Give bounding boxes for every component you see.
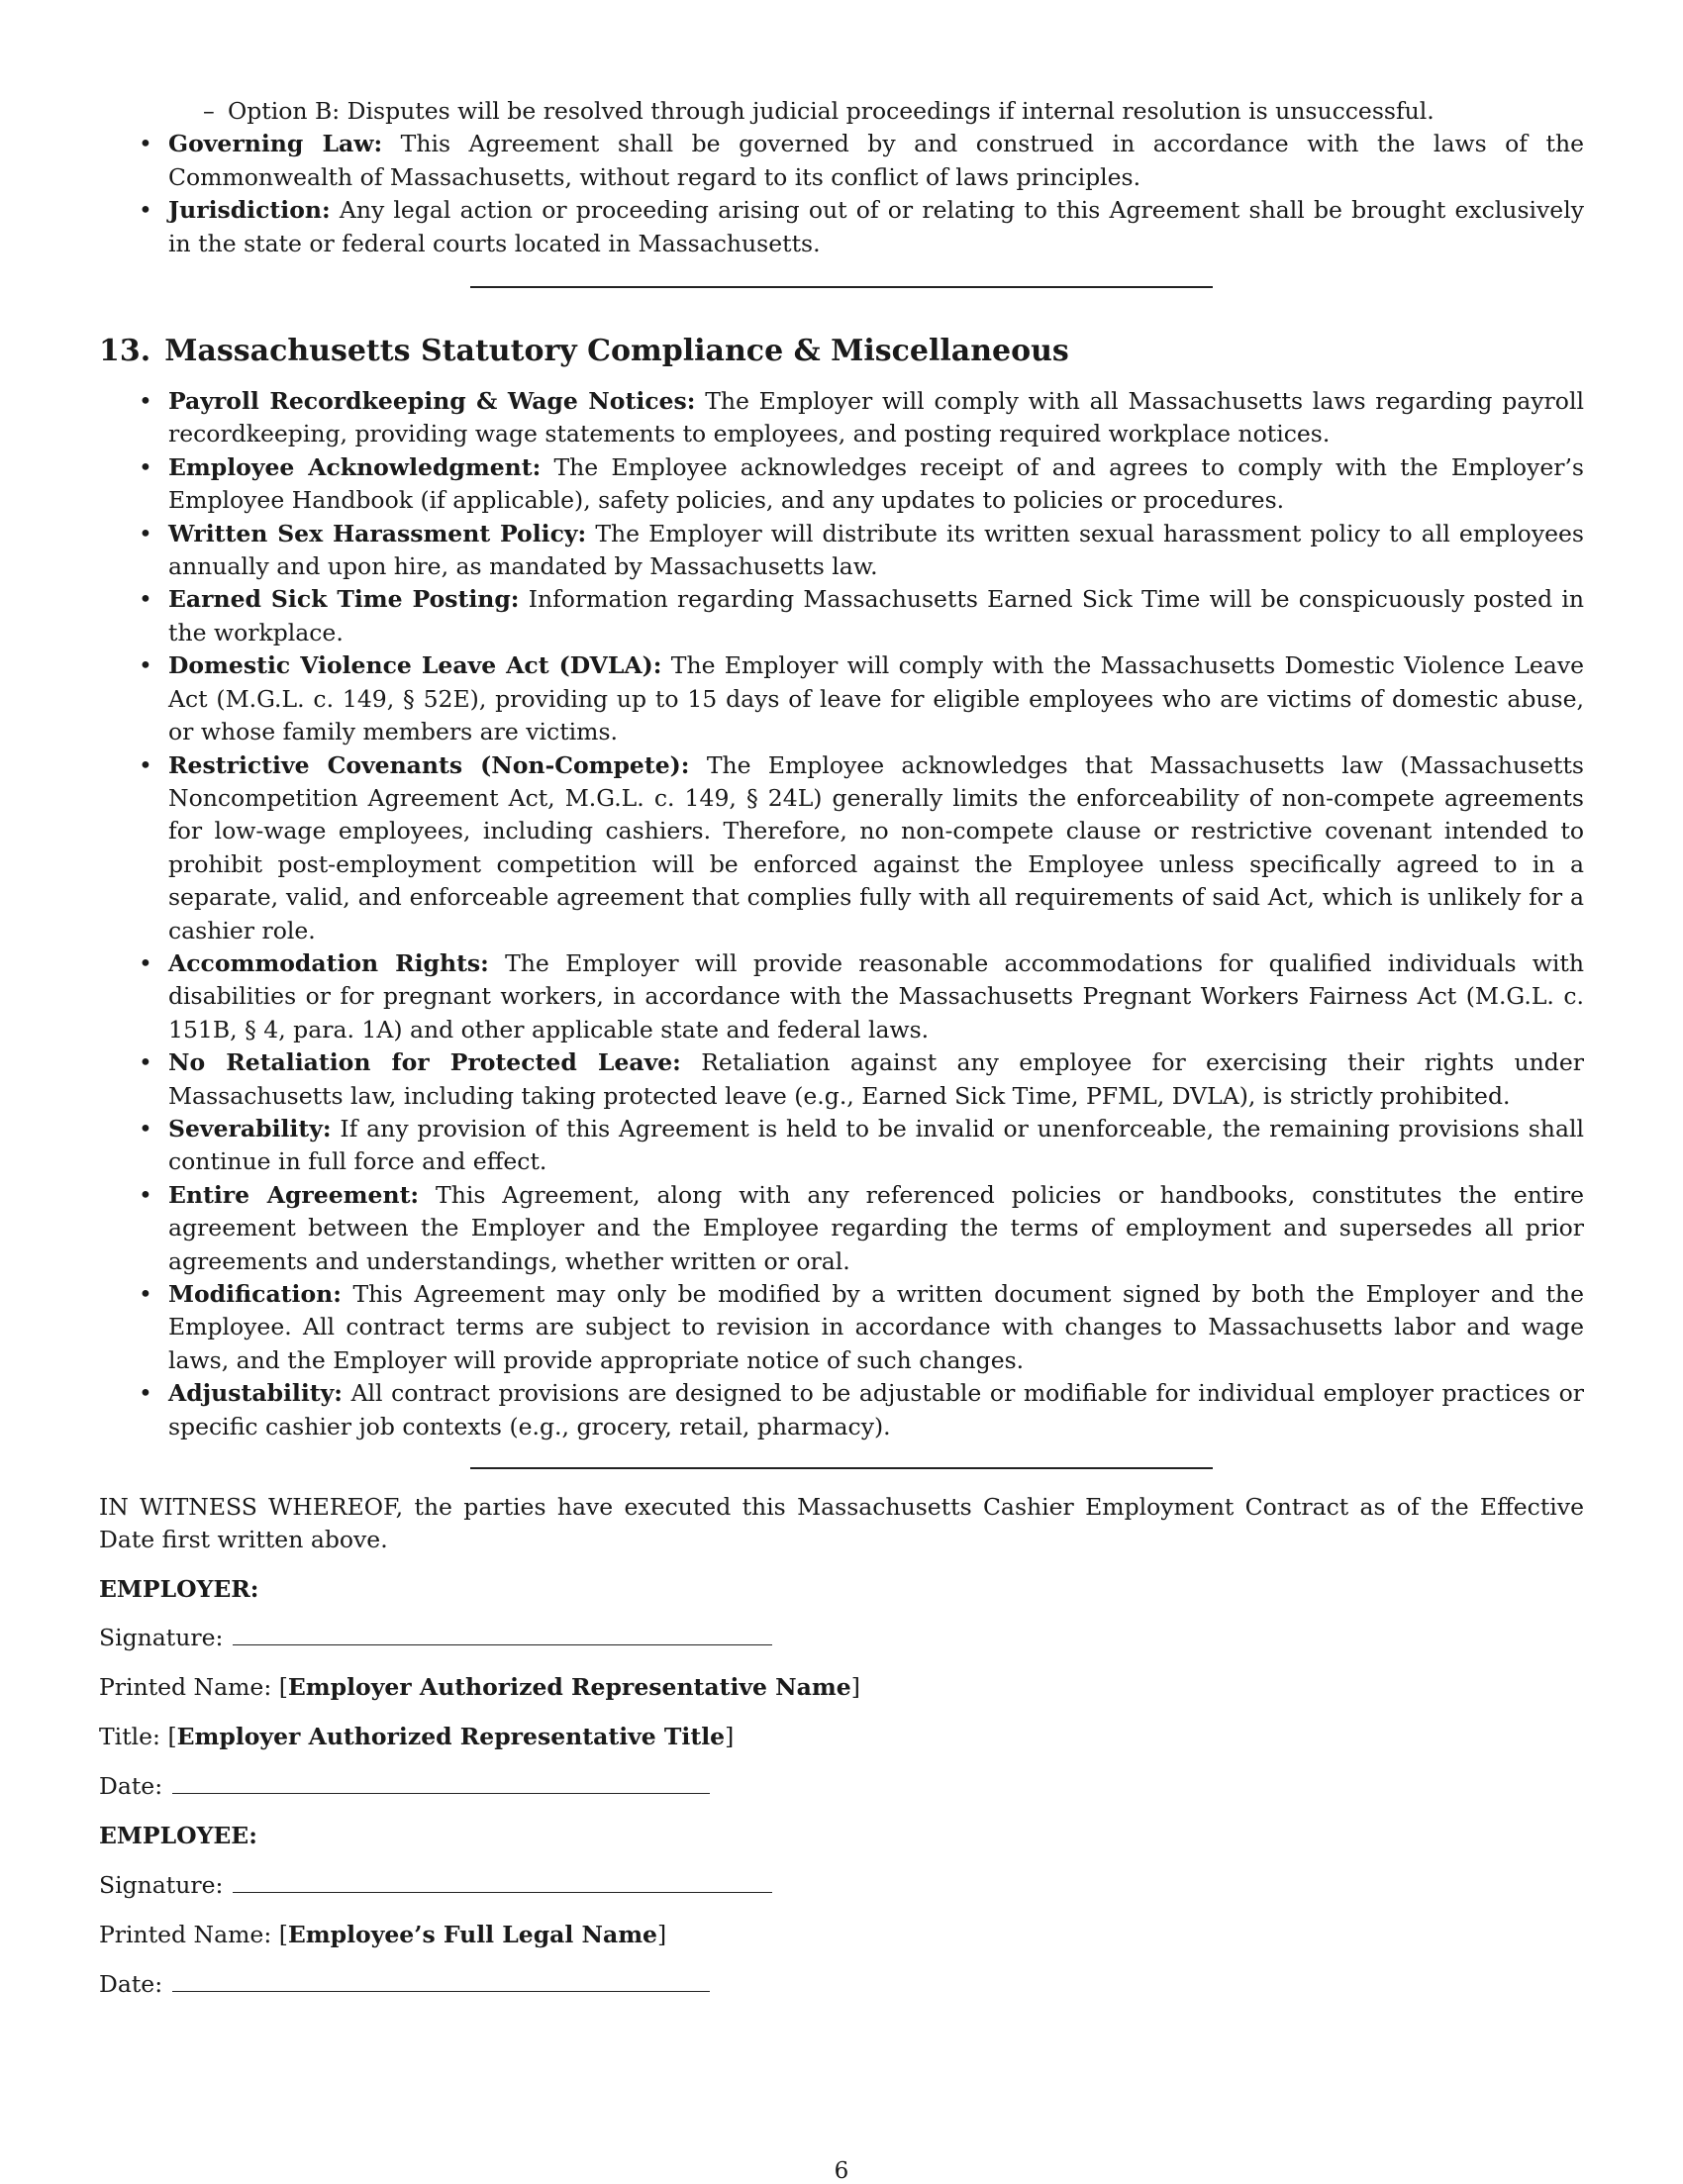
item-title: Domestic Violence Leave Act (DVLA): (168, 651, 662, 680)
employer-title-value: Employer Authorized Representative Title (176, 1723, 726, 1751)
item-text: The Employer will comply with all Massachusetts laws regarding payroll recordkeeping, providing wage statements to employees, and posting required workplace notices. (168, 387, 1584, 448)
section-heading (99, 332, 1584, 371)
list-item (99, 1046, 1584, 1113)
list-item (99, 1278, 1584, 1377)
date-label: Date: (99, 1772, 163, 1801)
employee-printed-name-row: Printed Name: [Employee’s Full Legal Name] (99, 1920, 667, 1948)
item-title: Employee Acknowledgment: (168, 452, 542, 481)
item-title: Payroll Recordkeeping & Wage Notices: (168, 387, 696, 416)
item-text: The Employer will provide reasonable accommodations for qualified individuals with disabilities or for pregnant workers, in accordance with the Massachusetts Pregnant Workers Fairness Act (M.G.L. c. 151B, § 4, para. 1A) and other applicable state and federal laws. (168, 948, 1584, 1043)
list-item (99, 1113, 1584, 1179)
item-title: Restrictive Covenants (Non-Compete): (168, 750, 690, 779)
item-title: Adjustability: (168, 1379, 343, 1408)
signature-divider (470, 1467, 1213, 1469)
list-item (99, 649, 1584, 748)
employer-printed-name-value: Employer Authorized Representative Name (287, 1673, 851, 1702)
item-title: Accommodation Rights: (168, 948, 489, 977)
employer-printed-name-row: Printed Name: [Employer Authorized Representative Name] (99, 1673, 860, 1702)
list-item (99, 385, 1584, 451)
section-number: 13. (99, 334, 151, 369)
list-item (99, 518, 1584, 584)
printed-name-label: Printed Name: (99, 1673, 272, 1702)
list-item (99, 451, 1584, 518)
item-title: No Retaliation for Protected Leave: (168, 1048, 681, 1077)
item-title: Governing Law: (168, 130, 383, 158)
item-title: Written Sex Harassment Policy: (168, 519, 587, 547)
employer-date-row (99, 1770, 1584, 1804)
employee-date-row (99, 1968, 1584, 2002)
list-item (99, 749, 1584, 947)
item-text: The Employer will comply with the Massachusetts Domestic Violence Leave Act (M.G.L. c. 149, § 52E), providing up to 15 days of leave for eligible employees who are victims of domestic abuse, or whose family members are victims. (168, 651, 1585, 746)
item-text: This Agreement shall be governed by and construed in accordance with the laws of the Commonwealth of Massachusetts, without regard to its conflict of laws principles. (168, 130, 1584, 191)
section-divider (470, 286, 1213, 288)
list-item (99, 1377, 1584, 1443)
date-label: Date: (99, 1969, 163, 1998)
option-b-item (99, 95, 1584, 128)
employee-heading: EMPLOYEE: (99, 1822, 257, 1850)
item-text: The Employee acknowledges that Massachusetts law (Massachusetts Noncompetition Agreement Act, M.G.L. c. 149, § 24L) generally limits the enforceability of non-compete agreements for low-wage employees, including cashiers. Therefore, no non-compete clause or restrictive covenant intended to prohibit post-employment competition will be enforced against the Employee unless specifically agreed to in a separate, valid, and enforceable agreement that complies fully with all requirements of said Act, which is unlikely for a cashier role. (168, 750, 1584, 944)
employer-title-row: Title: [Employer Authorized Representative Title] (99, 1723, 735, 1751)
employee-printed-name-value: Employee’s Full Legal Name (287, 1920, 658, 1948)
list-item (99, 128, 1584, 194)
dash-marker: – (203, 97, 215, 125)
witness-paragraph: IN WITNESS WHEREOF, the parties have executed this Massachusetts Cashier Employment Contract as of the Effective Date first written above. (99, 1493, 1584, 1554)
list-item (99, 194, 1584, 260)
item-text: This Agreement may only be modified by a written document signed by both the Employer and the Employee. All contract terms are subject to revision in accordance with changes to Massachusetts labor and wage laws, and the Employer will provide appropriate notice of such changes. (168, 1280, 1584, 1374)
list-item (99, 583, 1584, 649)
signature-label: Signature: (99, 1624, 224, 1652)
item-text: The Employer will distribute its written sexual harassment policy to all employees annually and upon hire, as mandated by Massachusetts law. (168, 519, 1584, 581)
employee-date-line[interactable] (172, 1969, 710, 1992)
item-text: The Employee acknowledges receipt of and agrees to comply with the Employer’s Employee Handbook (if applicable), safety policies, and any updates to policies or procedures. (168, 452, 1584, 515)
employee-signature-row (99, 1869, 1584, 1903)
item-text: Any legal action or proceeding arising out of or relating to this Agreement shall be brought exclusively in the state or federal courts located in Massachusetts. (168, 196, 1584, 257)
document-page (99, 95, 1584, 2018)
list-item (99, 947, 1584, 1046)
item-text: If any provision of this Agreement is held to be invalid or unenforceable, the remaining provisions shall continue in full force and effect. (168, 1114, 1584, 1176)
employer-date-line[interactable] (172, 1771, 710, 1794)
list-item (99, 1179, 1584, 1278)
item-title: Modification: (168, 1280, 342, 1308)
option-b-text: Option B: Disputes will be resolved through judicial proceedings if internal resolution is unsuccessful. (228, 97, 1435, 125)
item-text: All contract provisions are designed to be adjustable or modifiable for individual employer practices or specific cashier job contexts (e.g., grocery, retail, pharmacy). (168, 1379, 1584, 1440)
employer-heading: EMPLOYER: (99, 1574, 259, 1603)
printed-name-label: Printed Name: (99, 1920, 272, 1948)
title-label: Title: (99, 1723, 160, 1751)
employer-signature-line[interactable] (233, 1623, 772, 1645)
item-text: This Agreement, along with any referenced policies or handbooks, constitutes the entire agreement between the Employer and the Employee regarding the terms of employment and supersedes all prior agreements and understandings, whether written or oral. (168, 1180, 1584, 1275)
item-title: Earned Sick Time Posting: (168, 585, 520, 614)
item-text: Retaliation against any employee for exercising their rights under Massachusetts law, including taking protected leave (e.g., Earned Sick Time, PFML, DVLA), is strictly prohibited. (168, 1048, 1584, 1110)
item-text: Information regarding Massachusetts Earned Sick Time will be conspicuously posted in the workplace. (168, 585, 1584, 646)
top-bullet-list (99, 128, 1584, 260)
section-bullet-list (99, 385, 1584, 1443)
item-title: Entire Agreement: (168, 1180, 420, 1209)
section-title: Massachusetts Statutory Compliance & Miscellaneous (164, 334, 1069, 369)
page-number: 6 (834, 2158, 849, 2184)
item-title: Jurisdiction: (168, 196, 331, 225)
employee-signature-line[interactable] (233, 1870, 772, 1893)
employer-signature-row (99, 1622, 1584, 1655)
item-title: Severability: (168, 1114, 332, 1142)
signature-label: Signature: (99, 1870, 224, 1899)
